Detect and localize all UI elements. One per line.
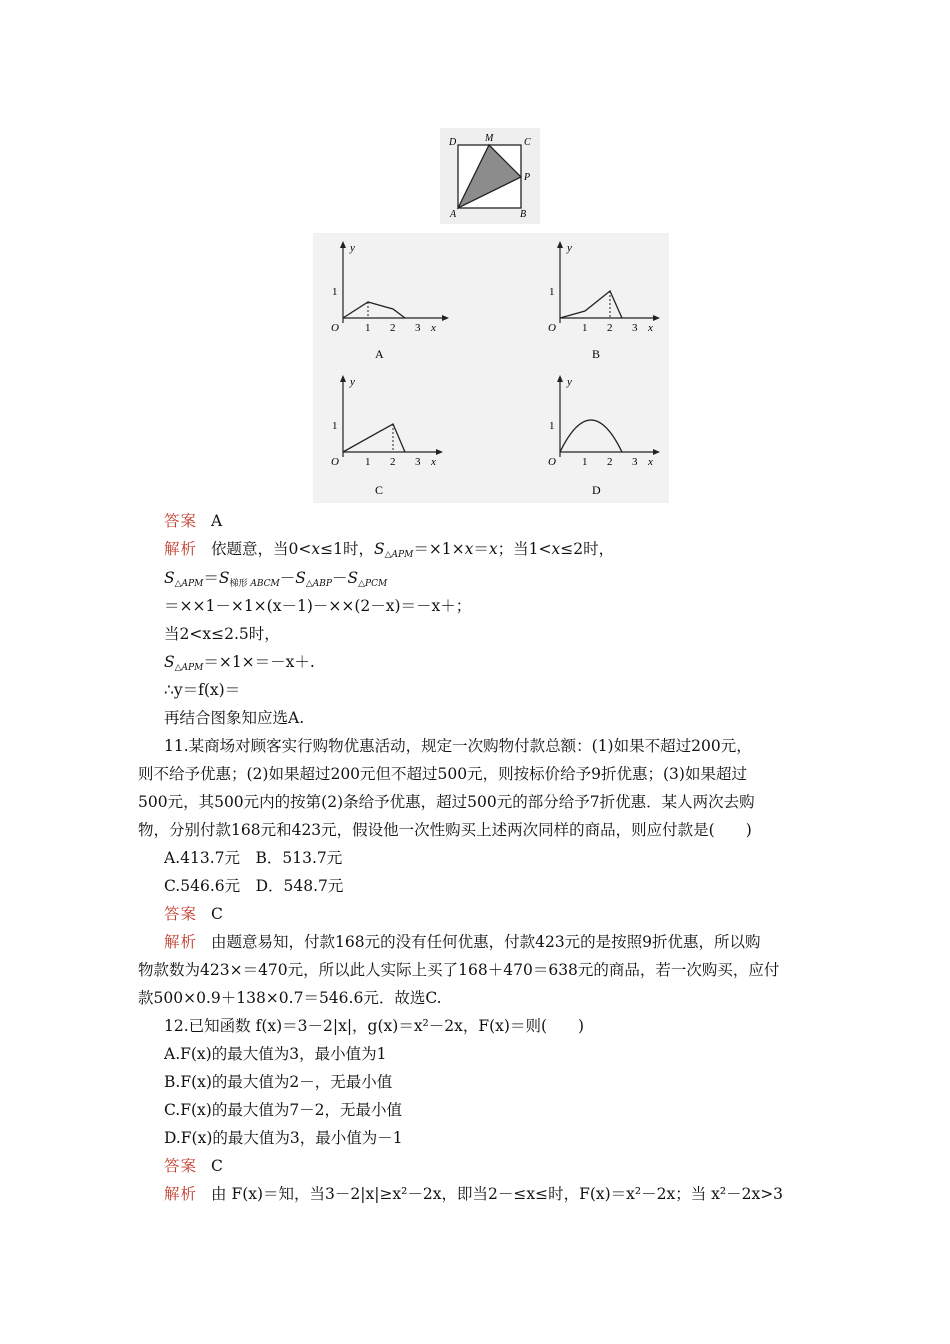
q11-stem-line1: 11.某商场对顾客实行购物优惠活动，规定一次购物付款总额：(1)如果不超过200元，: [164, 737, 752, 755]
q11-analysis-line1: 解析 由题意易知，付款168元的没有任何优惠，付款423元的是按照9折优惠，所以购: [164, 933, 761, 951]
option-letter-b: B: [592, 347, 601, 361]
q10-analysis-line7: 再结合图象知应选A.: [164, 709, 305, 727]
q11-analysis-line2: 物款数为423×＝470元，所以此人实际上买了168＋470＝638元的商品，若一次购买，应付: [138, 961, 780, 979]
curve-a: [343, 302, 405, 318]
svg-text:2: 2: [390, 322, 396, 334]
q12-stem: 12.已知函数 f(x)＝3－2|x|，g(x)＝x²－2x，F(x)＝则( ): [164, 1017, 585, 1035]
label-a: A: [450, 209, 457, 220]
svg-text:x: x: [431, 456, 436, 468]
square-figure: [440, 128, 540, 224]
svg-text:2: 2: [607, 322, 613, 334]
q11-stem-line4: 物，分别付款168元和423元，假设他一次性购买上述两次同样的商品，则应付款是( ): [138, 821, 752, 839]
q11-stem-line2: 则不给予优惠；(2)如果超过200元但不超过500元，则按标价给予9折优惠；(3)如果超过: [138, 765, 747, 783]
svg-text:O: O: [331, 322, 339, 334]
option-letter-d: D: [592, 483, 601, 497]
svg-text:1: 1: [582, 322, 588, 334]
graph-d: [530, 367, 670, 502]
graph-b: [530, 233, 670, 368]
svg-text:y: y: [350, 242, 355, 254]
svg-text:2: 2: [607, 456, 613, 468]
svg-text:1: 1: [549, 286, 555, 298]
label-c: C: [524, 137, 531, 148]
q10-analysis-line5: $S_{\triangle APM}=\times 1\times=-x+$.: [164, 653, 315, 673]
svg-text:1: 1: [332, 420, 338, 432]
svg-text:O: O: [548, 456, 556, 468]
q11-stem-line3: 500元，其500元内的按第(2)条给予优惠，超过500元的部分给予7折优惠．某人两次去购: [138, 793, 755, 811]
q11-analysis-line3: 款500×0.9＋138×0.7＝546.6元．故选C.: [138, 989, 442, 1007]
q10-analysis-line1: 解析 依题意，当0<x≤1时，$S_{\triangle APM}=\times 1\times x=x$；当1<x≤2时，: [164, 540, 615, 560]
svg-text:x: x: [648, 322, 653, 334]
label-b: B: [520, 209, 527, 220]
svg-text:1: 1: [332, 286, 338, 298]
option-letter-c: C: [375, 483, 384, 497]
svg-text:1: 1: [365, 456, 371, 468]
label-d: D: [449, 137, 457, 148]
svg-text:1: 1: [582, 456, 588, 468]
option-letter-a: A: [375, 347, 384, 361]
q10-analysis-line4: 当2<x≤2.5时，: [164, 625, 280, 643]
svg-text:y: y: [567, 242, 572, 254]
svg-text:3: 3: [632, 322, 638, 334]
q12-option-b: B.F(x)的最大值为2－，无最小值: [164, 1073, 393, 1091]
svg-text:3: 3: [415, 322, 421, 334]
q12-analysis-line1: 解析 由 F(x)＝知，当3－2|x|≥x²－2x，即当2－≤x≤时，F(x)＝x²－2x；当 x²－2x>3: [164, 1185, 784, 1203]
label-p: P: [524, 172, 531, 183]
q10-analysis-line6: ∴y＝f(x)＝: [164, 681, 241, 699]
graph-a: [313, 233, 453, 368]
graph-c: [313, 367, 453, 502]
svg-text:3: 3: [632, 456, 638, 468]
svg-text:1: 1: [549, 420, 555, 432]
svg-text:y: y: [567, 376, 572, 388]
svg-text:2: 2: [390, 456, 396, 468]
q12-option-a: A.F(x)的最大值为3，最小值为1: [164, 1045, 387, 1063]
svg-text:1: 1: [365, 322, 371, 334]
q12-answer: 答案 C: [164, 1157, 223, 1175]
curve-c: [343, 424, 405, 452]
q10-answer: 答案 A: [164, 512, 223, 530]
q11-options-line1: A.413.7元 B．513.7元: [164, 849, 343, 867]
svg-text:x: x: [648, 456, 653, 468]
q12-option-c: C.F(x)的最大值为7－2，无最小值: [164, 1101, 403, 1119]
svg-text:O: O: [331, 456, 339, 468]
curve-d: [560, 420, 622, 452]
label-m: M: [485, 133, 494, 144]
q12-option-d: D.F(x)的最大值为3，最小值为－1: [164, 1129, 403, 1147]
q10-analysis-line3: ＝××1－×1×(x－1)－××(2－x)＝－x＋；: [164, 597, 472, 615]
q11-answer: 答案 C: [164, 905, 223, 923]
svg-text:O: O: [548, 322, 556, 334]
svg-text:y: y: [350, 376, 355, 388]
q11-options-line2: C.546.6元 D．548.7元: [164, 877, 344, 895]
curve-b: [560, 291, 622, 318]
q10-analysis-line2: $S_{\triangle APM}=S_{梯形 ABCM}-S_{\triangle ABP}-S_{\triangle PCM}$: [164, 569, 388, 589]
svg-text:3: 3: [415, 456, 421, 468]
svg-text:x: x: [431, 322, 436, 334]
